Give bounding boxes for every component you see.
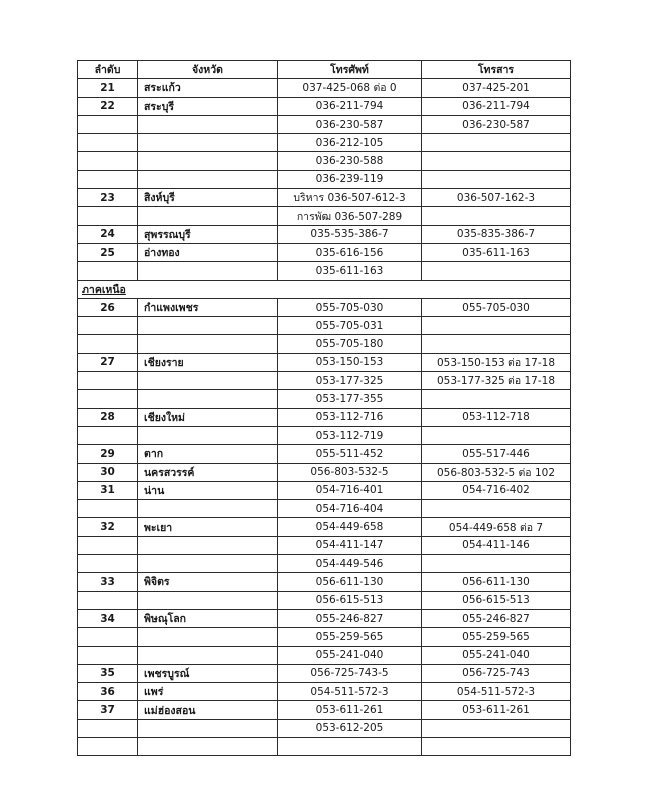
row-number (78, 317, 138, 335)
fax-cell: 035-835-386-7 (422, 225, 571, 243)
province-cell: เชียงราย (138, 353, 278, 371)
table-row (78, 115, 571, 133)
province-cell: กำแพงเพชร (138, 298, 278, 316)
telephone-cell: 055-511-452 (278, 445, 422, 463)
table-row (78, 189, 571, 207)
province-cell: สุพรรณบุรี (138, 225, 278, 243)
fax-cell (422, 335, 571, 353)
province-cell: ตาก (138, 445, 278, 463)
telephone-cell: 055-246-827 (278, 609, 422, 627)
province-cell (138, 719, 278, 737)
row-number (78, 335, 138, 353)
fax-cell: 037-425-201 (422, 79, 571, 97)
province-cell: พะเยา (138, 518, 278, 536)
province-cell (138, 317, 278, 335)
fax-cell: 056-611-130 (422, 573, 571, 591)
telephone-cell: 036-211-794 (278, 97, 422, 115)
table-row (78, 445, 571, 463)
section-row (78, 280, 571, 298)
telephone-cell: 035-535-386-7 (278, 225, 422, 243)
province-cell (138, 628, 278, 646)
province-cell: เชียงใหม่ (138, 408, 278, 426)
table-row (78, 335, 571, 353)
fax-cell: 055-241-040 (422, 646, 571, 664)
row-number (78, 115, 138, 133)
table-row (78, 481, 571, 499)
fax-cell: 055-246-827 (422, 609, 571, 627)
table-row (78, 463, 571, 481)
province-cell: อ่างทอง (138, 243, 278, 261)
province-cell (138, 390, 278, 408)
row-number (78, 262, 138, 280)
row-number: 22 (78, 97, 138, 115)
telephone-cell: 053-177-355 (278, 390, 422, 408)
fax-cell (422, 207, 571, 225)
province-cell: พิษณุโลก (138, 609, 278, 627)
province-cell (138, 262, 278, 280)
fax-cell (422, 170, 571, 188)
fax-cell (422, 134, 571, 152)
table-row (78, 225, 571, 243)
row-number (78, 390, 138, 408)
telephone-cell: 056-725-743-5 (278, 664, 422, 682)
table-row (78, 518, 571, 536)
province-cell: แพร่ (138, 683, 278, 701)
table-row (78, 536, 571, 554)
row-number: 32 (78, 518, 138, 536)
fax-cell: 054-716-402 (422, 481, 571, 499)
telephone-cell: 055-705-030 (278, 298, 422, 316)
province-cell (138, 134, 278, 152)
row-number: 34 (78, 609, 138, 627)
fax-cell: 056-803-532-5 ต่อ 102 (422, 463, 571, 481)
row-number (78, 536, 138, 554)
province-cell: เพชรบูรณ์ (138, 664, 278, 682)
province-cell (138, 170, 278, 188)
table-row (78, 628, 571, 646)
telephone-cell: 056-611-130 (278, 573, 422, 591)
row-number (78, 134, 138, 152)
table-row (78, 262, 571, 280)
table-row (78, 573, 571, 591)
fax-cell: 054-449-658 ต่อ 7 (422, 518, 571, 536)
table-row (78, 152, 571, 170)
province-cell (138, 115, 278, 133)
province-cell: น่าน (138, 481, 278, 499)
fax-cell (422, 555, 571, 573)
telephone-cell: 054-449-658 (278, 518, 422, 536)
table-row (78, 646, 571, 664)
province-cell (138, 555, 278, 573)
fax-cell (422, 152, 571, 170)
row-number: 26 (78, 298, 138, 316)
table-row (78, 353, 571, 371)
header-tel: โทรศัพท์ (278, 61, 422, 79)
fax-cell: 055-705-030 (422, 298, 571, 316)
fax-cell: 035-611-163 (422, 243, 571, 261)
province-cell (138, 372, 278, 390)
telephone-cell: 054-716-404 (278, 500, 422, 518)
telephone-cell: 053-611-261 (278, 701, 422, 719)
contact-table (77, 60, 571, 756)
table-row (78, 317, 571, 335)
province-cell: แม่ฮ่องสอน (138, 701, 278, 719)
table-row (78, 701, 571, 719)
telephone-cell: 054-449-546 (278, 555, 422, 573)
table-row (78, 591, 571, 609)
row-number: 21 (78, 79, 138, 97)
row-number (78, 500, 138, 518)
fax-cell: 056-725-743 (422, 664, 571, 682)
table-row (78, 207, 571, 225)
province-cell (138, 152, 278, 170)
fax-cell: 053-150-153 ต่อ 17-18 (422, 353, 571, 371)
header-row (78, 61, 571, 79)
row-number (78, 152, 138, 170)
telephone-cell: 053-177-325 (278, 372, 422, 390)
table-row (78, 408, 571, 426)
row-number (78, 555, 138, 573)
province-cell: นครสวรรค์ (138, 463, 278, 481)
row-number (78, 646, 138, 664)
province-cell (138, 426, 278, 444)
row-number: 24 (78, 225, 138, 243)
province-cell: สระบุรี (138, 97, 278, 115)
table-row (78, 243, 571, 261)
province-cell (138, 207, 278, 225)
row-number (78, 719, 138, 737)
fax-cell: 054-411-146 (422, 536, 571, 554)
fax-cell (422, 390, 571, 408)
telephone-cell: 055-705-031 (278, 317, 422, 335)
telephone-cell: 036-230-587 (278, 115, 422, 133)
table-row (78, 737, 571, 755)
telephone-cell: 054-511-572-3 (278, 683, 422, 701)
table-row (78, 683, 571, 701)
row-number: 27 (78, 353, 138, 371)
telephone-cell: 053-112-719 (278, 426, 422, 444)
telephone-cell: 053-150-153 (278, 353, 422, 371)
row-number (78, 591, 138, 609)
row-number (78, 628, 138, 646)
fax-cell (422, 737, 571, 755)
fax-cell: 055-517-446 (422, 445, 571, 463)
province-cell: สระแก้ว (138, 79, 278, 97)
row-number (78, 737, 138, 755)
row-number: 37 (78, 701, 138, 719)
table-row (78, 719, 571, 737)
fax-cell (422, 500, 571, 518)
fax-cell: 036-211-794 (422, 97, 571, 115)
telephone-cell: บริหาร 036-507-612-3 (278, 189, 422, 207)
fax-cell: 055-259-565 (422, 628, 571, 646)
telephone-cell: 035-611-163 (278, 262, 422, 280)
row-number (78, 170, 138, 188)
telephone-cell: 036-230-588 (278, 152, 422, 170)
province-cell (138, 591, 278, 609)
table-row (78, 500, 571, 518)
row-number: 35 (78, 664, 138, 682)
fax-cell (422, 426, 571, 444)
telephone-cell: 053-612-205 (278, 719, 422, 737)
fax-cell (422, 262, 571, 280)
telephone-cell: 036-239-119 (278, 170, 422, 188)
row-number (78, 426, 138, 444)
fax-cell (422, 719, 571, 737)
fax-cell: 053-177-325 ต่อ 17-18 (422, 372, 571, 390)
province-cell (138, 500, 278, 518)
telephone-cell: 056-803-532-5 (278, 463, 422, 481)
header-no: ลำดับ (78, 61, 138, 79)
row-number: 28 (78, 408, 138, 426)
row-number: 29 (78, 445, 138, 463)
table-row (78, 79, 571, 97)
table-row (78, 134, 571, 152)
telephone-cell: 053-112-716 (278, 408, 422, 426)
telephone-cell: 055-705-180 (278, 335, 422, 353)
row-number: 33 (78, 573, 138, 591)
table-row (78, 426, 571, 444)
fax-cell: 036-230-587 (422, 115, 571, 133)
table-row (78, 609, 571, 627)
fax-cell (422, 317, 571, 335)
row-number: 31 (78, 481, 138, 499)
fax-cell: 053-112-718 (422, 408, 571, 426)
telephone-cell: 055-241-040 (278, 646, 422, 664)
row-number: 36 (78, 683, 138, 701)
telephone-cell: 036-212-105 (278, 134, 422, 152)
fax-cell: 054-511-572-3 (422, 683, 571, 701)
row-number: 30 (78, 463, 138, 481)
fax-cell: 036-507-162-3 (422, 189, 571, 207)
row-number: 25 (78, 243, 138, 261)
province-cell: สิงห์บุรี (138, 189, 278, 207)
fax-cell: 053-611-261 (422, 701, 571, 719)
section-heading: ภาคเหนือ (78, 280, 571, 298)
table-row (78, 372, 571, 390)
table-row (78, 664, 571, 682)
telephone-cell: 037-425-068 ต่อ 0 (278, 79, 422, 97)
telephone-cell: 055-259-565 (278, 628, 422, 646)
province-cell (138, 646, 278, 664)
telephone-cell: 056-615-513 (278, 591, 422, 609)
header-province: จังหวัด (138, 61, 278, 79)
table-row (78, 555, 571, 573)
table-row (78, 170, 571, 188)
header-fax: โทรสาร (422, 61, 571, 79)
row-number (78, 207, 138, 225)
table-row (78, 97, 571, 115)
telephone-cell: 054-411-147 (278, 536, 422, 554)
row-number (78, 372, 138, 390)
province-cell (138, 335, 278, 353)
table-row (78, 298, 571, 316)
province-cell (138, 536, 278, 554)
telephone-cell: 054-716-401 (278, 481, 422, 499)
fax-cell: 056-615-513 (422, 591, 571, 609)
province-cell: พิจิตร (138, 573, 278, 591)
province-cell (138, 737, 278, 755)
telephone-cell (278, 737, 422, 755)
row-number: 23 (78, 189, 138, 207)
telephone-cell: การพัฒ 036-507-289 (278, 207, 422, 225)
telephone-cell: 035-616-156 (278, 243, 422, 261)
table-row (78, 390, 571, 408)
